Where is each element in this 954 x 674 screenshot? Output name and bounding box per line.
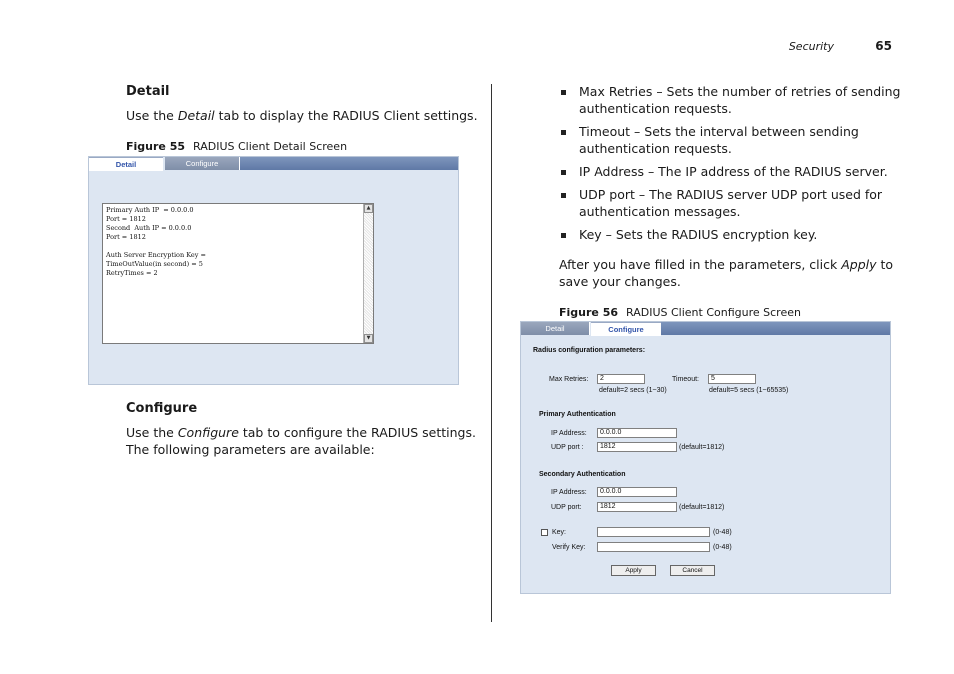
- bullet-key: [579, 226, 817, 243]
- scroll-down-icon[interactable]: ▼: [364, 334, 373, 343]
- bullet-ip-address: [579, 163, 888, 180]
- detail-text-italic: Detail: [177, 108, 215, 123]
- bullet-max-retries: [579, 83, 900, 117]
- figure56-tab-configure[interactable]: Configure: [591, 322, 661, 336]
- secondary-port-input[interactable]: 1812: [597, 502, 677, 512]
- scroll-up-icon[interactable]: ▲: [364, 204, 373, 213]
- radius-config-title: Radius configuration parameters:: [533, 347, 646, 354]
- textbox-line: Port = 1812: [106, 233, 146, 241]
- textbox-line: Second Auth IP = 0.0.0.0: [106, 224, 192, 232]
- bullet-line: Key – Sets the RADIUS encryption key.: [579, 227, 818, 242]
- bullet-icon: [561, 233, 566, 238]
- textbox-line: Primary Auth IP = 0.0.0.0: [106, 206, 194, 214]
- secondary-ip-input[interactable]: 0.0.0.0: [597, 487, 677, 497]
- max-retries-input[interactable]: 2: [597, 374, 645, 384]
- radius-detail-textbox[interactable]: [102, 203, 374, 344]
- key-input[interactable]: [597, 527, 710, 537]
- primary-port-input[interactable]: 1812: [597, 442, 677, 452]
- detail-description: [126, 107, 478, 124]
- configure-heading: Configure: [126, 401, 198, 416]
- bullet-line: Timeout – Sets the interval between sending: [579, 124, 859, 139]
- secondary-ip-label: IP Address:: [551, 489, 587, 496]
- after-text-b: to: [876, 257, 894, 272]
- configure-text-b: tab to configure the RADIUS settings.: [238, 425, 476, 440]
- bullet-line: authentication requests.: [579, 141, 732, 156]
- cancel-button[interactable]: Cancel: [670, 565, 715, 576]
- configure-description-line1: [126, 424, 476, 441]
- after-text-italic: Apply: [841, 257, 877, 272]
- bullet-line: authentication messages.: [579, 204, 741, 219]
- max-retries-hint: default=2 secs (1~30): [599, 387, 667, 394]
- figure55-caption-text: RADIUS Client Detail Screen: [193, 140, 348, 153]
- detail-text-a: Use the: [126, 108, 178, 123]
- verify-key-input[interactable]: [597, 542, 710, 552]
- figure56-caption-text: RADIUS Client Configure Screen: [626, 306, 801, 319]
- bullet-icon: [561, 193, 566, 198]
- primary-port-hint: (default=1812): [679, 444, 725, 451]
- figure55-tabbar: [240, 157, 458, 170]
- figure55-tab-detail[interactable]: Detail: [89, 157, 163, 171]
- timeout-input[interactable]: 5: [708, 374, 756, 384]
- key-label: Key:: [552, 529, 567, 536]
- verify-key-label: Verify Key:: [552, 544, 586, 551]
- figure55-caption: [126, 140, 347, 153]
- textbox-scrollbar[interactable]: [363, 204, 373, 343]
- timeout-hint: default=5 secs (1~65535): [709, 387, 789, 394]
- secondary-port-hint: (default=1812): [679, 504, 725, 511]
- apply-button[interactable]: Apply: [611, 565, 656, 576]
- after-text-line2: save your changes.: [559, 274, 681, 289]
- bullet-icon: [561, 170, 566, 175]
- running-header-section: Security: [788, 40, 834, 53]
- primary-ip-label: IP Address:: [551, 430, 587, 437]
- bullet-timeout: [579, 123, 859, 157]
- max-retries-label: Max Retries:: [549, 376, 589, 383]
- figure56-screenshot: [520, 321, 891, 594]
- key-hint: (0-48): [713, 529, 732, 536]
- page-number: 65: [875, 39, 892, 53]
- secondary-auth-title: Secondary Authentication: [539, 471, 626, 478]
- textbox-line: RetryTimes = 2: [106, 269, 158, 277]
- after-text-a: After you have filled in the parameters, click: [559, 257, 842, 272]
- textbox-line: TimeOutValue(in second) = 5: [106, 260, 203, 268]
- bullet-line: UDP port – The RADIUS server UDP port used for: [579, 187, 883, 202]
- verify-key-hint: (0-48): [713, 544, 732, 551]
- figure55-tab-configure[interactable]: Configure: [165, 157, 240, 170]
- primary-ip-input[interactable]: 0.0.0.0: [597, 428, 677, 438]
- bullet-line: Max Retries – Sets the number of retries of sending: [579, 84, 901, 99]
- detail-heading: Detail: [126, 84, 170, 99]
- secondary-port-label: UDP port:: [551, 504, 582, 511]
- figure56-label: Figure 56: [559, 306, 619, 319]
- bullet-line: IP Address – The IP address of the RADIUS server.: [579, 164, 888, 179]
- key-checkbox[interactable]: [541, 529, 548, 536]
- configure-text-a: Use the: [126, 425, 178, 440]
- figure55-label: Figure 55: [126, 140, 186, 153]
- textbox-line: Auth Server Encryption Key =: [106, 251, 206, 259]
- textbox-line: Port = 1812: [106, 215, 146, 223]
- figure56-tab-detail[interactable]: Detail: [521, 322, 590, 335]
- figure56-caption: [559, 306, 801, 319]
- configure-text-italic: Configure: [177, 425, 239, 440]
- bullet-line: authentication requests.: [579, 101, 732, 116]
- column-divider: [491, 84, 492, 622]
- primary-auth-title: Primary Authentication: [539, 411, 616, 418]
- detail-text-b: tab to display the RADIUS Client settings.: [214, 108, 478, 123]
- after-text-line1: [559, 256, 893, 273]
- timeout-label: Timeout:: [672, 376, 699, 383]
- bullet-icon: [561, 90, 566, 95]
- bullet-udp-port: [579, 186, 882, 220]
- configure-description-line2: The following parameters are available:: [126, 442, 375, 457]
- bullet-icon: [561, 130, 566, 135]
- figure55-screenshot: [88, 156, 459, 385]
- figure56-tabbar: [661, 322, 890, 335]
- primary-port-label: UDP port :: [551, 444, 584, 451]
